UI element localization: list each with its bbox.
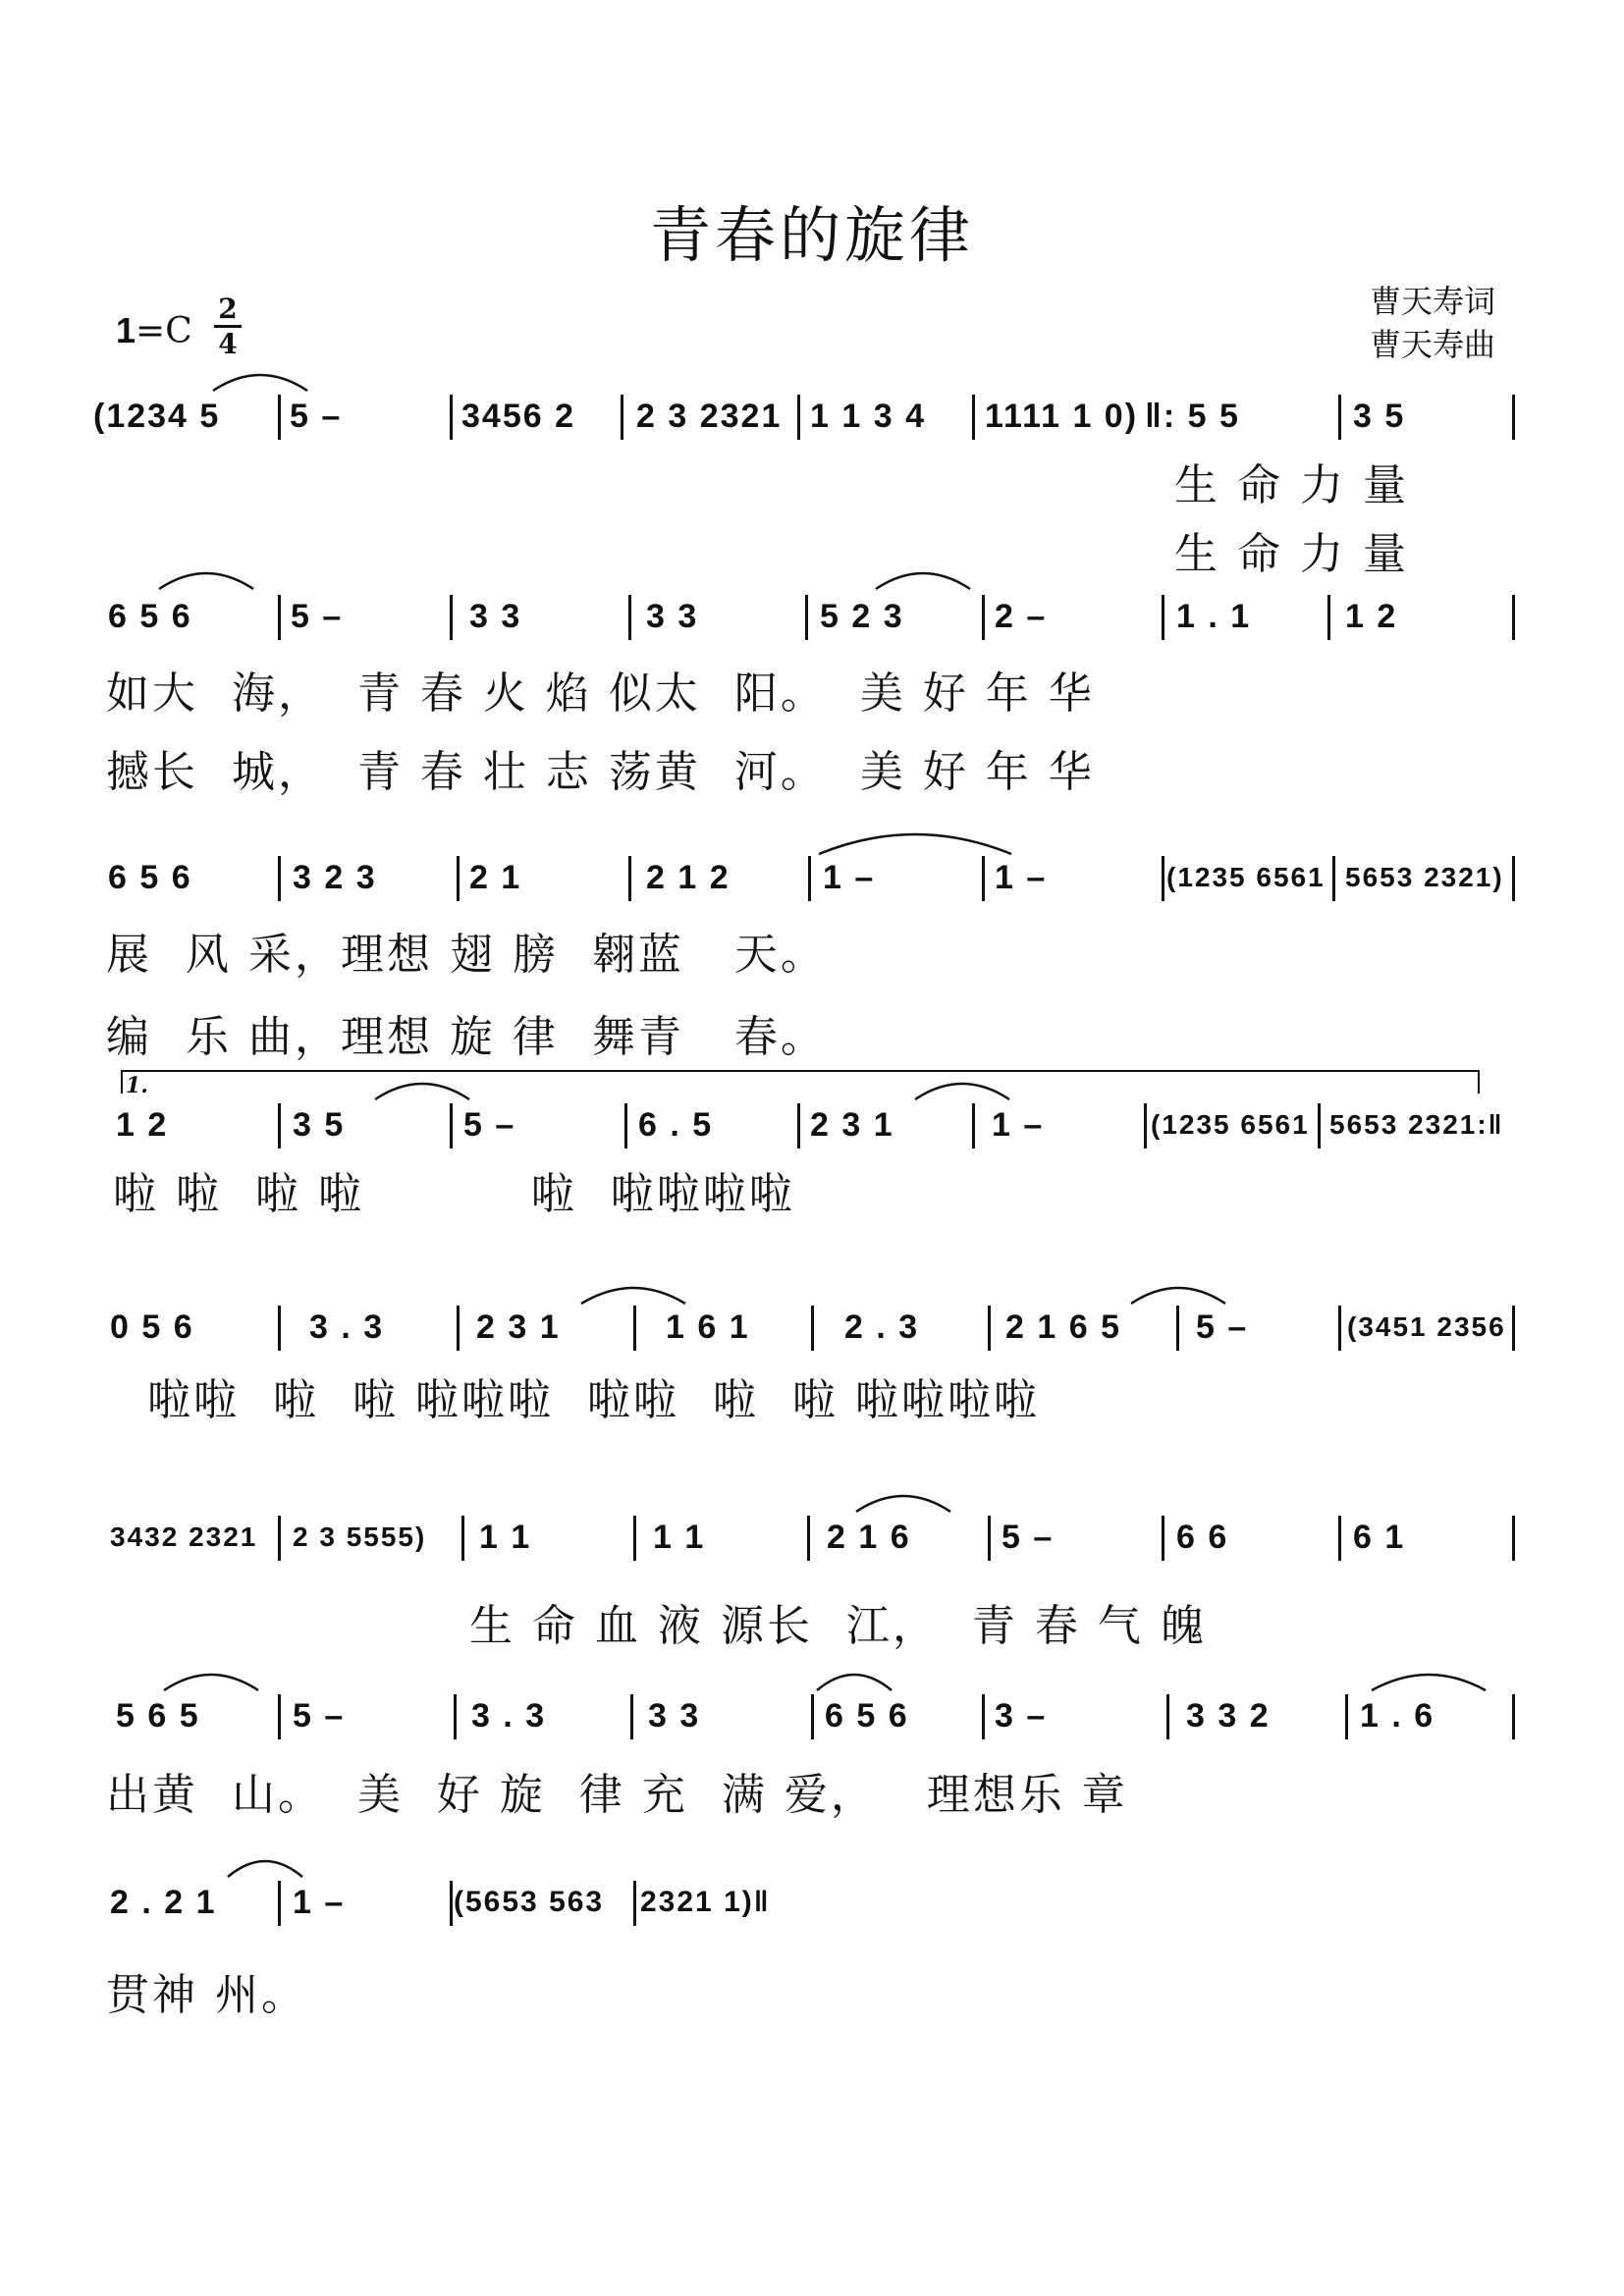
tie-arc [817,823,1013,856]
measure: 1 1 3 4 [810,398,926,435]
measure: 3432 2321 [110,1522,258,1552]
tie-arc [162,1663,260,1692]
bar-line [278,1516,281,1561]
bar-line [1512,856,1515,901]
bar-line [278,1694,281,1739]
bar-line [628,595,631,640]
measure: (3451 2356 [1347,1311,1506,1342]
measure: 6 . 5 [638,1106,714,1144]
measure: 3456 2 [461,398,575,435]
lyric-verse-2-row-1: 生 命 力 量 [1174,529,1409,579]
bar-line [278,1881,281,1926]
measure: 0 5 6 [110,1308,194,1346]
bar-line [1512,1306,1515,1351]
bar-line [628,856,631,901]
bar-line [1176,1306,1179,1351]
measure: 5653 2321:‖ [1329,1109,1504,1140]
lyric-verse-2-row-2: 撼长 城， 青 春 壮 志 荡黄 河。 美 好 年 华 [106,747,1095,797]
bar-line [278,856,281,901]
lyric-verse-2-row-3: 编 乐 曲，理想 旋 律 舞青 春。 [106,1012,827,1062]
measure: 1 – [823,859,876,896]
lyric-row-4: 啦 啦 啦 啦 啦 啦啦啦啦 [113,1169,795,1219]
bar-line [808,856,811,901]
bar-line [1162,1516,1164,1561]
measure: 2 . 3 [844,1308,920,1346]
bar-line [450,1881,453,1926]
bar-line [1162,856,1164,901]
measure: 5 – [291,598,344,635]
bar-line [1144,1103,1147,1148]
bar-line [1512,1694,1515,1739]
measure: 5 – [293,1697,346,1735]
bar-line [1338,1516,1341,1561]
tie-arc [815,1663,893,1692]
measure: 6 6 [1176,1519,1229,1556]
tie-arc [373,1072,471,1101]
measure: 3 . 3 [471,1697,547,1735]
measure: 6 5 6 [108,598,192,635]
lyric-row-5: 啦啦 啦 啦 啦啦啦 啦啦 啦 啦 啦啦啦啦 [147,1375,1040,1425]
measure: 3 3 [648,1697,701,1735]
bar-line [278,1306,281,1351]
measure: 2321 1)‖ [640,1886,771,1918]
measure: (1234 5 [93,398,221,435]
bar-line [988,1306,991,1351]
measure: 2 3 1 [476,1308,561,1346]
bar-line [450,395,453,440]
measure: 5653 2321) [1345,862,1504,892]
tie-arc [579,1276,687,1306]
bar-line [457,1306,460,1351]
measure: 1 . 6 [1360,1697,1435,1735]
measure: 2 1 2 [646,859,731,896]
measure: 1 2 [116,1106,169,1144]
bar-line [278,395,281,440]
first-ending-number: 1. [126,1073,148,1098]
bar-line [457,856,460,901]
bar-line [1162,595,1164,640]
bar-line [630,1694,633,1739]
bar-line [1166,1694,1169,1739]
key-signature [116,310,192,351]
key-letter: =C [135,311,192,351]
measure: 2 1 [469,859,522,896]
lyricist-credit: 曹天寿词 [1370,283,1496,320]
bar-line [972,395,975,440]
lyric-row-8: 贯神 州。 [106,1970,307,2020]
measure: 3 5 [293,1106,346,1144]
measure: 1111 1 0) [985,398,1139,435]
time-top: 2 [218,293,238,325]
bar-line [1512,1516,1515,1561]
bar-line [972,1103,975,1148]
measure: 1 1 [653,1519,706,1556]
measure: (1235 6561 [1151,1109,1310,1140]
measure: 1 – [992,1106,1045,1144]
bar-line [982,595,985,640]
tie-arc [1370,1663,1488,1692]
bar-line [982,1694,985,1739]
bar-line [807,1516,810,1561]
bar-line [1512,595,1515,640]
bar-line [278,595,281,640]
measure: 5 6 5 [116,1697,200,1735]
measure: 1 – [995,859,1048,896]
bar-line [1345,1694,1348,1739]
measure: 3 – [995,1697,1048,1735]
measure: 2 – [995,598,1048,635]
bar-line [811,1694,814,1739]
measure: 3 . 3 [309,1308,385,1346]
bar-line [633,1306,636,1351]
measure: 3 2 3 [293,859,377,896]
tie-arc [1129,1276,1227,1306]
composer-credit: 曹天寿曲 [1370,326,1496,363]
measure: 1 6 1 [666,1308,750,1346]
bar-line [1512,395,1515,440]
bar-line [633,1881,636,1926]
measure: 2 1 6 5 [1005,1308,1121,1346]
measure: 3 3 [469,598,522,635]
lyric-verse-1-row-2: 如大 海， 青 春 火 焰 似太 阳。 美 好 年 华 [106,668,1095,719]
bar-line [1338,1306,1341,1351]
bar-line [621,395,623,440]
tie-arc [226,1849,304,1879]
lyric-row-6: 生 命 血 液 源长 江， 青 春 气 魄 [469,1601,1207,1651]
measure: 6 5 6 [825,1697,909,1735]
bar-line [624,1103,627,1148]
bar-line [1338,395,1341,440]
bar-line [454,1694,457,1739]
measure: 2 1 6 [827,1519,911,1556]
song-title: 青春的旋律 [649,199,974,271]
bar-line [450,595,453,640]
lyric-row-7: 出黄 山。 美 好 旋 律 充 满 爱， 理想乐 章 [106,1770,1128,1820]
measure: 5 – [463,1106,516,1144]
measure: 1 – [293,1884,346,1921]
bar-line [805,595,808,640]
tie-arc [157,561,255,591]
measure: 5 2 3 [820,598,904,635]
bar-line [811,1306,814,1351]
measure: 1 2 [1345,598,1398,635]
tie-arc [854,1484,952,1514]
bar-line [797,395,800,440]
measure: 3 3 [646,598,699,635]
bar-line [1318,1103,1321,1148]
measure: 6 5 6 [108,859,192,896]
tie-arc [874,561,972,591]
bar-line [1327,595,1330,640]
lyric-verse-1-row-3: 展 风 采，理想 翅 膀 翱蓝 天。 [106,930,827,980]
measure: 5 – [1001,1519,1055,1556]
measure: 3 3 2 [1186,1697,1271,1735]
measure: 1 . 1 [1176,598,1252,635]
measure: 3 5 [1353,398,1406,435]
bar-line [988,1516,991,1561]
measure: 2 3 5555) [293,1522,427,1552]
bar-line [278,1103,281,1148]
bar-line [461,1516,464,1561]
measure: 2 3 1 [810,1106,894,1144]
time-bottom: 4 [218,328,238,360]
bar-line [982,856,985,901]
measure: 5 – [1196,1308,1249,1346]
key-number: 1 [116,310,136,350]
measure: 2 3 2321 [636,398,783,435]
measure: 1 1 [479,1519,532,1556]
measure: 5 – [290,398,343,435]
measure: (5653 563 [454,1886,605,1918]
measure: 6 1 [1353,1519,1406,1556]
tie-arc [211,363,309,393]
bar-line [633,1516,636,1561]
measure: (1235 6561 [1166,862,1326,892]
first-ending-bracket [121,1070,1480,1094]
bar-line [1332,856,1335,901]
lyric-verse-1-row-1: 生 命 力 量 [1174,460,1409,510]
measure: ‖: 5 5 [1145,398,1240,435]
time-signature [214,294,242,359]
bar-line [797,1103,800,1148]
measure: 2 . 2 1 [110,1884,217,1921]
bar-line [450,1103,453,1148]
tie-arc [913,1072,1011,1101]
